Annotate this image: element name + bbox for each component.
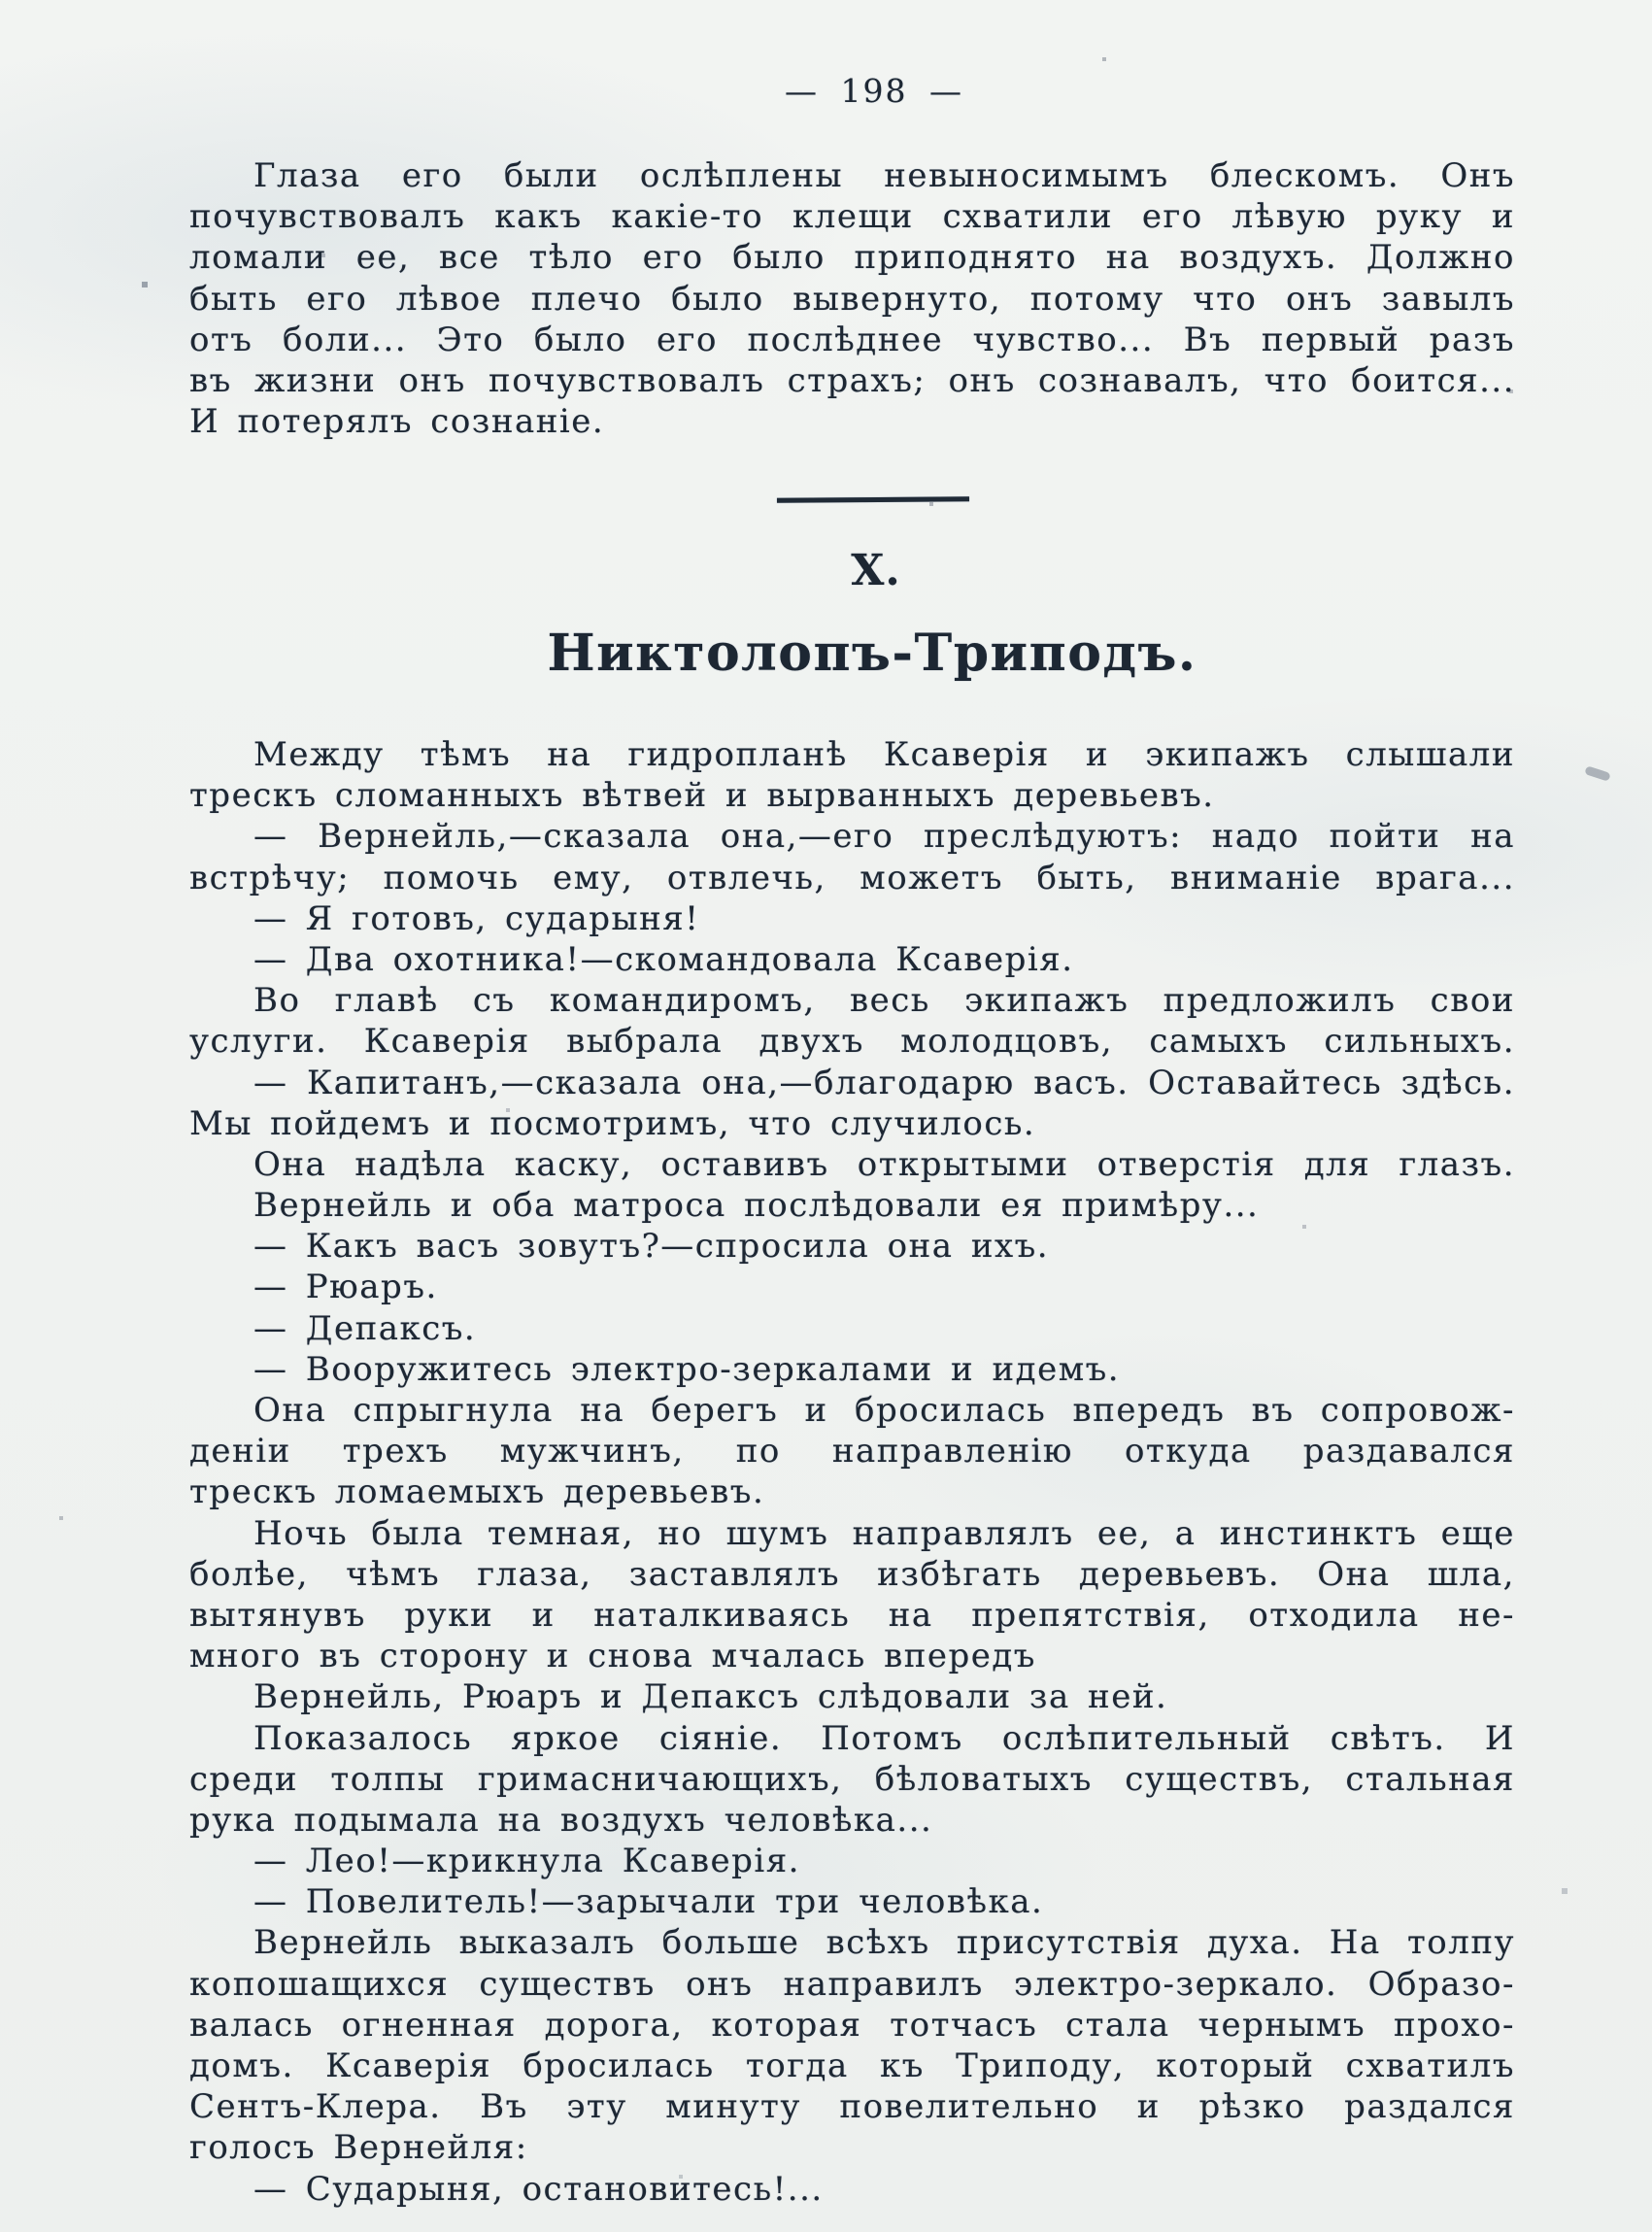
text-line: — Повелитель!—зарычали три человѣка. [253,1882,1044,1922]
text-line: копошащихся существъ онъ направилъ электро-зеркало. Образо- [189,1964,1515,2004]
text-line: отъ боли... Это было его послѣднее чувство... Въ первый разъ [189,320,1515,359]
text-line: Глаза его были ослѣплены невыносимымъ блескомъ. Онъ [253,156,1515,195]
chapter-body [189,734,1515,2210]
text-line: — Два охотника!—скомандовала Ксаверія. [253,939,1074,979]
text-line: трескъ ломаемыхъ деревьевъ. [189,1472,765,1512]
text-line: услуги. Ксаверія выбрала двухъ молодцовъ, самыхъ сильныхъ. [189,1022,1515,1062]
text-line: Показалось яркое сіяніе. Потомъ ослѣпительный свѣтъ. И [253,1718,1515,1758]
text-line: трескъ сломанныхъ вѣтвей и вырванныхъ деревьевъ. [189,776,1215,816]
text-line: И потерялъ сознаніе. [189,402,605,442]
chapter-number: X. [851,546,901,595]
text-line: — Я готовъ, сударыня! [253,898,700,938]
chapter-title: Никтолопъ-Триподъ. [547,624,1197,683]
text-line: ломали ее, все тѣло его было приподнято на воздухъ. Должно [189,238,1515,278]
text-line: домъ. Ксаверія бросилась тогда къ Триподу, который схватилъ [189,2046,1515,2085]
text-line: Вернейль, Рюаръ и Депаксъ слѣдовали за ней. [253,1677,1168,1717]
text-line: — Рюаръ. [253,1268,438,1307]
text-line: Она спрыгнула на берегъ и бросилась впередъ въ сопровож- [253,1391,1515,1430]
text-line: въ жизни онъ почувствовалъ страхъ; онъ сознавалъ, что боится... [189,360,1515,400]
text-line: почувствовалъ какъ какіе-то клещи схватили его лѣвую руку и [189,197,1515,237]
text-line: среди толпы гримасничающихъ, бѣловатыхъ существъ, стальная [189,1759,1515,1799]
text-line: Вернейль выказалъ больше всѣхъ присутствія духа. На толпу [253,1923,1515,1963]
text-line: болѣе, чѣмъ глаза, заставлялъ избѣгать деревьевъ. Она шла, [189,1554,1515,1594]
text-line: валась огненная дорога, которая тотчасъ стала чернымъ прохо- [189,2005,1515,2045]
text-line: рука подымала на воздухъ человѣка... [189,1800,933,1840]
text-line: Вернейль и оба матроса послѣдовали ея примѣру... [253,1186,1260,1226]
text-line: вытянувъ руки и наталкиваясь на препятствія, отходила не- [189,1595,1515,1635]
intro-paragraph [189,155,1515,442]
text-line: деніи трехъ мужчинъ, по направленію откуда раздавался [189,1432,1515,1471]
text-line: Она надѣла каску, оставивъ открытыми отверстія для глазъ. [253,1144,1515,1184]
scan-edge-smudge [1584,765,1611,782]
section-divider-rule [777,496,969,502]
text-line: много въ сторону и снова мчалась впередъ [189,1637,1036,1676]
text-line: — Лео!—крикнула Ксаверія. [253,1842,800,1881]
text-line: встрѣчу; помочь ему, отвлечь, можетъ быть, вниманіе врага... [189,858,1515,897]
scan-noise [0,0,2,2]
text-line: — Вернейль,—сказала она,—его преслѣдуютъ: надо пойти на [253,817,1515,857]
text-line: быть его лѣвое плечо было вывернуто, потому что онъ завылъ [189,279,1515,319]
text-line: — Капитанъ,—сказала она,—благодарю васъ. Оставайтесь здѣсь. [253,1063,1515,1102]
text-line: — Депаксъ. [253,1308,477,1348]
text-line: Между тѣмъ на гидропланѣ Ксаверія и экипажъ слышали [253,735,1515,774]
text-line: Ночь была темная, но шумъ направлялъ ее, а инстинктъ еще [253,1513,1515,1553]
text-line: голосъ Вернейля: [189,2128,528,2168]
text-line: Во главѣ съ командиромъ, весь экипажъ предложилъ свои [253,981,1515,1021]
text-line: Мы пойдемъ и посмотримъ, что случилось. [189,1103,1036,1143]
text-line: — Вооружитесь электро-зеркалами и идемъ. [253,1349,1121,1389]
text-line: Сентъ-Клера. Въ эту минуту повелительно и рѣзко раздался [189,2087,1515,2127]
page-number-header: — 198 — [785,72,963,110]
text-line: — Сударыня, остановитесь!... [253,2169,824,2209]
text-line: — Какъ васъ зовутъ?—спросила она ихъ. [253,1227,1050,1267]
